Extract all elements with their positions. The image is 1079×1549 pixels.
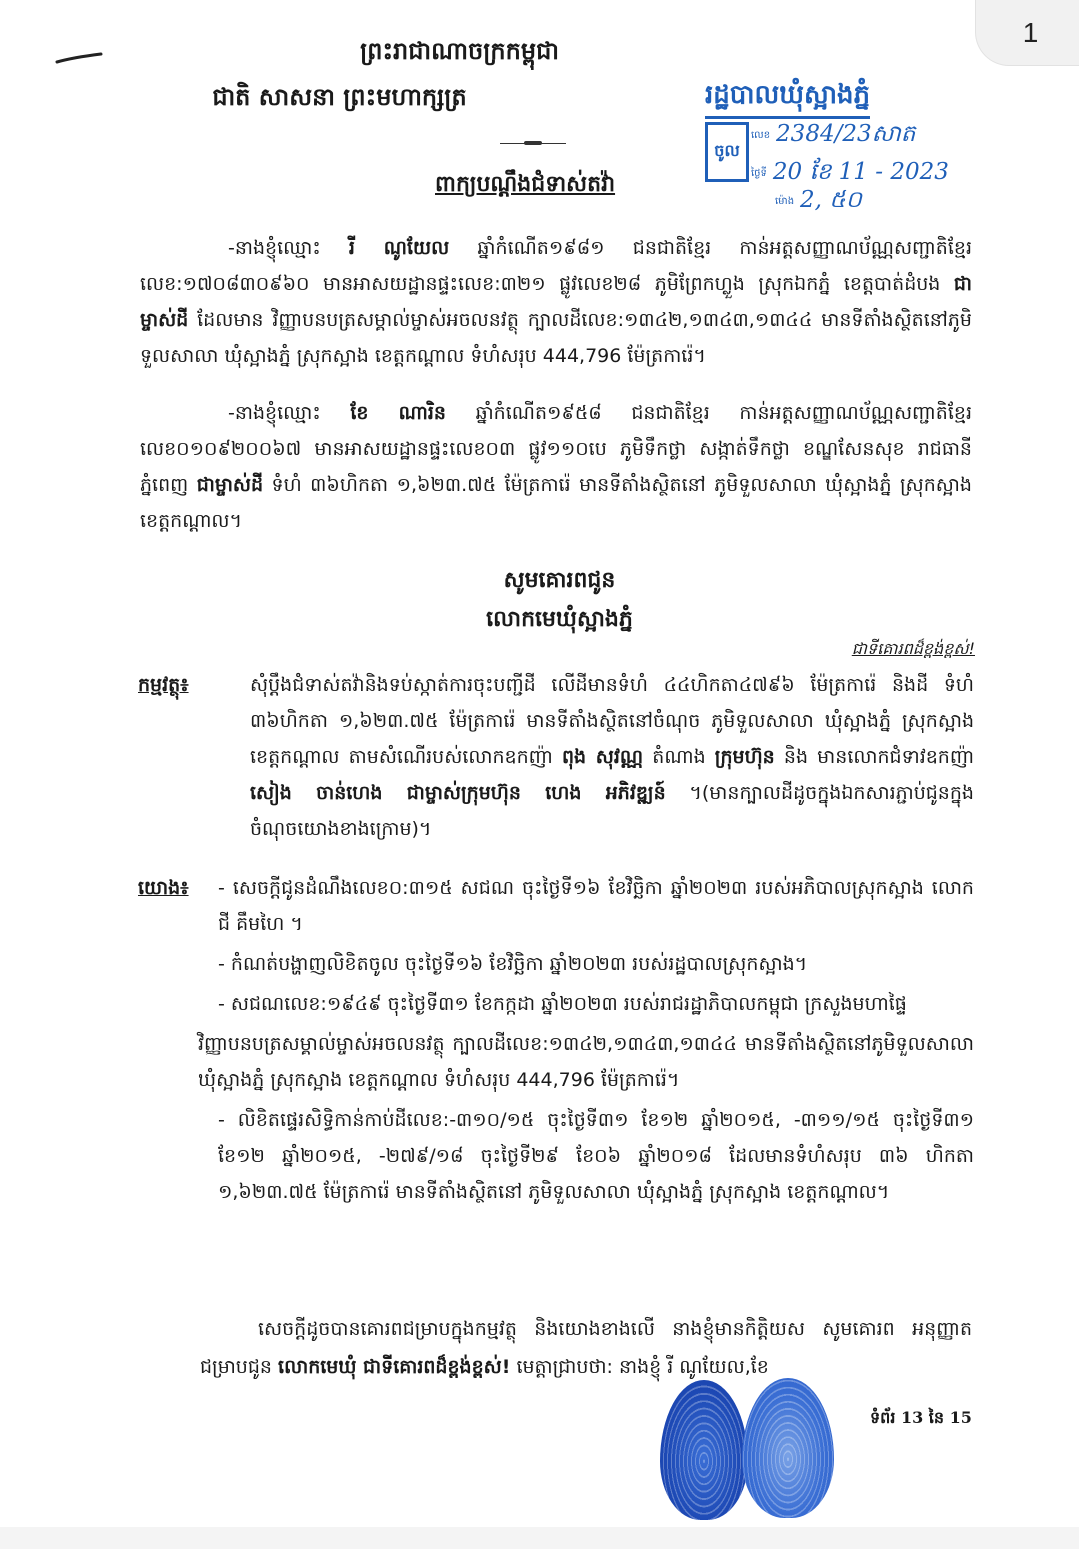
reference-item: - លិខិតផ្ទេរសិទ្ធិកាន់កាប់ដីលេខ:-៣១០/១៥ ចុះថ្ងៃទី៣១ ខែ១២ ឆ្នាំ២០១៥, -៣១១/១៥ ចុះថ្ងៃទី៣១ ខែ១២ ឆ្នាំ២០១៥, -២៧៩/១៨ ចុះថ្ងៃទី២៩ ខែ០៦ ឆ្នាំ២០១៨ ដែលមានទំហំសរុប ៣៦ ហិកតា ១,៦២៣.៧៥ ម៉ែត្រការ៉េ មានទីតាំងស្ថិតនៅ ភូមិទួលសាលា ឃុំស្អាងភ្នំ ស្រុកស្អាង ខេត្តកណ្ដាល។ xyxy=(218,1109,974,1203)
closing-text-b: មេត្តាជ្រាបថា: នាងខ្ញុំ រី ណូយែល,ខែ xyxy=(510,1356,769,1378)
subject-label: កម្មវត្ថុ៖ xyxy=(138,674,189,696)
viewer-bottom-bar xyxy=(0,1527,1079,1549)
kingdom-header: ព្រះរាជាណាចក្រកម្ពុជា xyxy=(360,37,559,65)
salutation: ជាទីគោរពដ៏ខ្ពង់ខ្ពស់! xyxy=(851,639,975,658)
subject-section xyxy=(138,667,974,847)
stamp-box-label: ចូល xyxy=(705,122,749,182)
paragraph-second-petitioner xyxy=(140,395,972,539)
reference-item: - កំណត់បង្ហាញលិខិតចូល ចុះថ្ងៃទី១៦ ខែវិច្ឆិកា ឆ្នាំ២០២៣ របស់រដ្ឋបាលស្រុកស្អាង។ xyxy=(218,953,808,975)
paragraph-first-petitioner xyxy=(140,230,972,374)
closing-bold: លោកមេឃុំ ជាទីគោរពដ៏ខ្ពង់ខ្ពស់! xyxy=(278,1356,511,1378)
closing-paragraph xyxy=(200,1310,972,1386)
p1-text-b: ដែលមាន វិញ្ញាបនបត្រសម្គាល់ម្ចាស់អចលនវត្ថុ ក្បាលដីលេខ:១៣៤២,១៣៤៣,១៣៤៤ មានទីតាំងស្ថិតនៅភូមិទួលសាលា ឃុំស្អាងភ្នំ ស្រុកស្អាង ខេត្តកណ្ដាល ទំហំសរុប 444,796 ម៉ែត្រការ៉េ។ xyxy=(140,309,972,367)
header-divider xyxy=(500,143,566,144)
stamp-date-label: ថ្ងៃទី xyxy=(751,167,767,179)
subject-bold2: ក្រុមហ៊ុន xyxy=(714,746,775,768)
recipient-line1: សូមគោរពជូន xyxy=(503,568,616,593)
p2-name: ខែ ណារិន xyxy=(350,402,446,424)
p2-text-b: ទំហំ ៣៦ហិកតា ១,៦២៣.៧៥ ម៉ែត្រការ៉េ មានទីតាំងស្ថិតនៅ ភូមិទួលសាលា ឃុំស្អាងភ្នំ ស្រុកស្អាង ខេត្តកណ្ដាល។ xyxy=(140,474,972,532)
reference-item-continuation: វិញ្ញាបនបត្រសម្គាល់ម្ចាស់អចលនវត្ថុ ក្បាលដីលេខ:១៣៤២,១៣៤៣,១៣៤៤ មានទីតាំងស្ថិតនៅភូមិទួលសាលា ឃុំស្អាងភ្នំ ស្រុកស្អាង ខេត្តកណ្ដាល ទំហំសរុប 444,796 ម៉ែត្រការ៉េ។ xyxy=(198,1033,974,1091)
document-title: ពាក្យបណ្ដឹងជំទាស់តវ៉ា xyxy=(435,172,616,197)
stamp-number-label: លេខ xyxy=(751,129,771,141)
closing-text-a: សេចក្ដីដូចបានគោរពជម្រាបក្នុងកម្មវត្ថុ និងយោងខាងលើ នាងខ្ញុំមានកិត្តិយស សូមគោរព អនុញ្ញាតជម្រាបជូន xyxy=(200,1318,972,1378)
references-label: យោង៖ xyxy=(138,877,189,899)
subject-bold1: ពុង សុវណ្ណ xyxy=(561,746,644,768)
p1-prefix: -នាងខ្ញុំឈ្មោះ xyxy=(228,237,349,259)
stamp-time-label: ម៉ោង xyxy=(775,195,795,207)
page-indicator-badge[interactable]: 1 xyxy=(975,0,1079,66)
subject-text-a: សុំប្ដឹងជំទាស់តវ៉ានិងទប់ស្កាត់ការចុះបញ្ជីដី លើដីមានទំហំ ៤៤ហិកតា៤៧៩៦ ម៉ែត្រការ៉េ និងដី ទំហំ ៣៦ហិកតា ១,៦២៣.៧៥ ម៉ែត្រការ៉េ មានទីតាំងស្ថិតនៅចំណុច ភូមិទួលសាលា ឃុំស្អាងភ្នំ ស្រុកស្អាង ខេត្តកណ្ដាល តាមសំណើរបស់លោកឧកញ៉ា xyxy=(250,674,974,768)
p2-prefix: -នាងខ្ញុំឈ្មោះ xyxy=(228,402,351,424)
stamp-title: រដ្ឋបាលឃុំស្អាងភ្នំ xyxy=(705,78,870,119)
p1-name: រី ណូយែល xyxy=(348,237,450,259)
reference-item: - សេចក្ដីជូនដំណឹងលេខ០:៣១៥ សជណ ចុះថ្ងៃទី១៦ ខែវិច្ឆិកា ឆ្នាំ២០២៣ របស់អភិបាលស្រុកស្អាង លោក ជី គឹមហៃ ។ xyxy=(218,877,974,935)
p2-owner: ជាម្ចាស់ដី xyxy=(196,474,264,496)
received-stamp xyxy=(705,78,1005,228)
stamp-number: 2384/23សាត xyxy=(776,121,916,147)
references-section xyxy=(138,870,974,1214)
recipient-line2: លោកមេឃុំស្អាងភ្នំ xyxy=(486,607,633,632)
subject-body xyxy=(250,667,974,847)
p2-text-a: ឆ្នាំកំណើត១៩៥៨ ជនជាតិខ្មែរ កាន់អត្តសញ្ញាណប័ណ្ណសញ្ជាតិខ្មែរ លេខ០១០៩២០០៦៧ មានអាសយដ្ឋានផ្ទះលេខ០៣ ផ្លូវ១១០បេ ភូមិទឹកថ្លា សង្កាត់ទឹកថ្លា ខណ្ឌសែនសុខ រាជធានីភ្នំពេញ xyxy=(140,402,972,496)
p1-owner: ជាម្ចាស់ដី xyxy=(140,273,972,331)
page-number: ទំព័រ 13 នៃ 15 xyxy=(870,1408,972,1427)
thumbprint-left xyxy=(660,1380,748,1520)
subject-bold3: សៀង ចាន់ហេង ជាម្ចាស់ក្រុមហ៊ុន ហេង អភិវឌ្ឍន៍ xyxy=(250,782,666,804)
stamp-time-line xyxy=(775,186,862,219)
subject-text-b: តំណាង xyxy=(643,746,715,768)
stamp-number-line xyxy=(751,120,915,153)
stamp-date: 20 ខែ 11 - 2023 xyxy=(772,159,949,185)
stamp-time: 2, ៥០ xyxy=(800,187,862,213)
motto-header: ជាតិ សាសនា ព្រះមហាក្សត្រ xyxy=(212,83,467,111)
subject-text-c: និង មានលោកជំទាវឧកញ៉ា xyxy=(774,746,974,768)
thumbprint-right xyxy=(742,1378,834,1518)
subject-text-d: ។(មានក្បាលដីដូចក្នុងឯកសារភ្ជាប់ជូនក្នុងចំណុចយោងខាងក្រោម)។ xyxy=(250,782,974,840)
p1-text-a: ឆ្នាំកំណើត១៩៨១ ជនជាតិខ្មែរ កាន់អត្តសញ្ញាណប័ណ្ណសញ្ជាតិខ្មែរ លេខ:១៧០៨៣០៩៦០ មានអាសយដ្ឋានផ្ទះលេខ:៣២១ ផ្លូវលេខ២៨ ភូមិព្រែកហ្លួង ស្រុកឯកភ្នំ ខេត្តបាត់ដំបង xyxy=(140,237,972,295)
reference-item: - សជណលេខ:១៩៤៩ ចុះថ្ងៃទី៣១ ខែកក្កដា ឆ្នាំ២០២៣ របស់រាជរដ្ឋាភិបាលកម្ពុជា ក្រសួងមហាផ្ទៃ xyxy=(218,993,907,1015)
